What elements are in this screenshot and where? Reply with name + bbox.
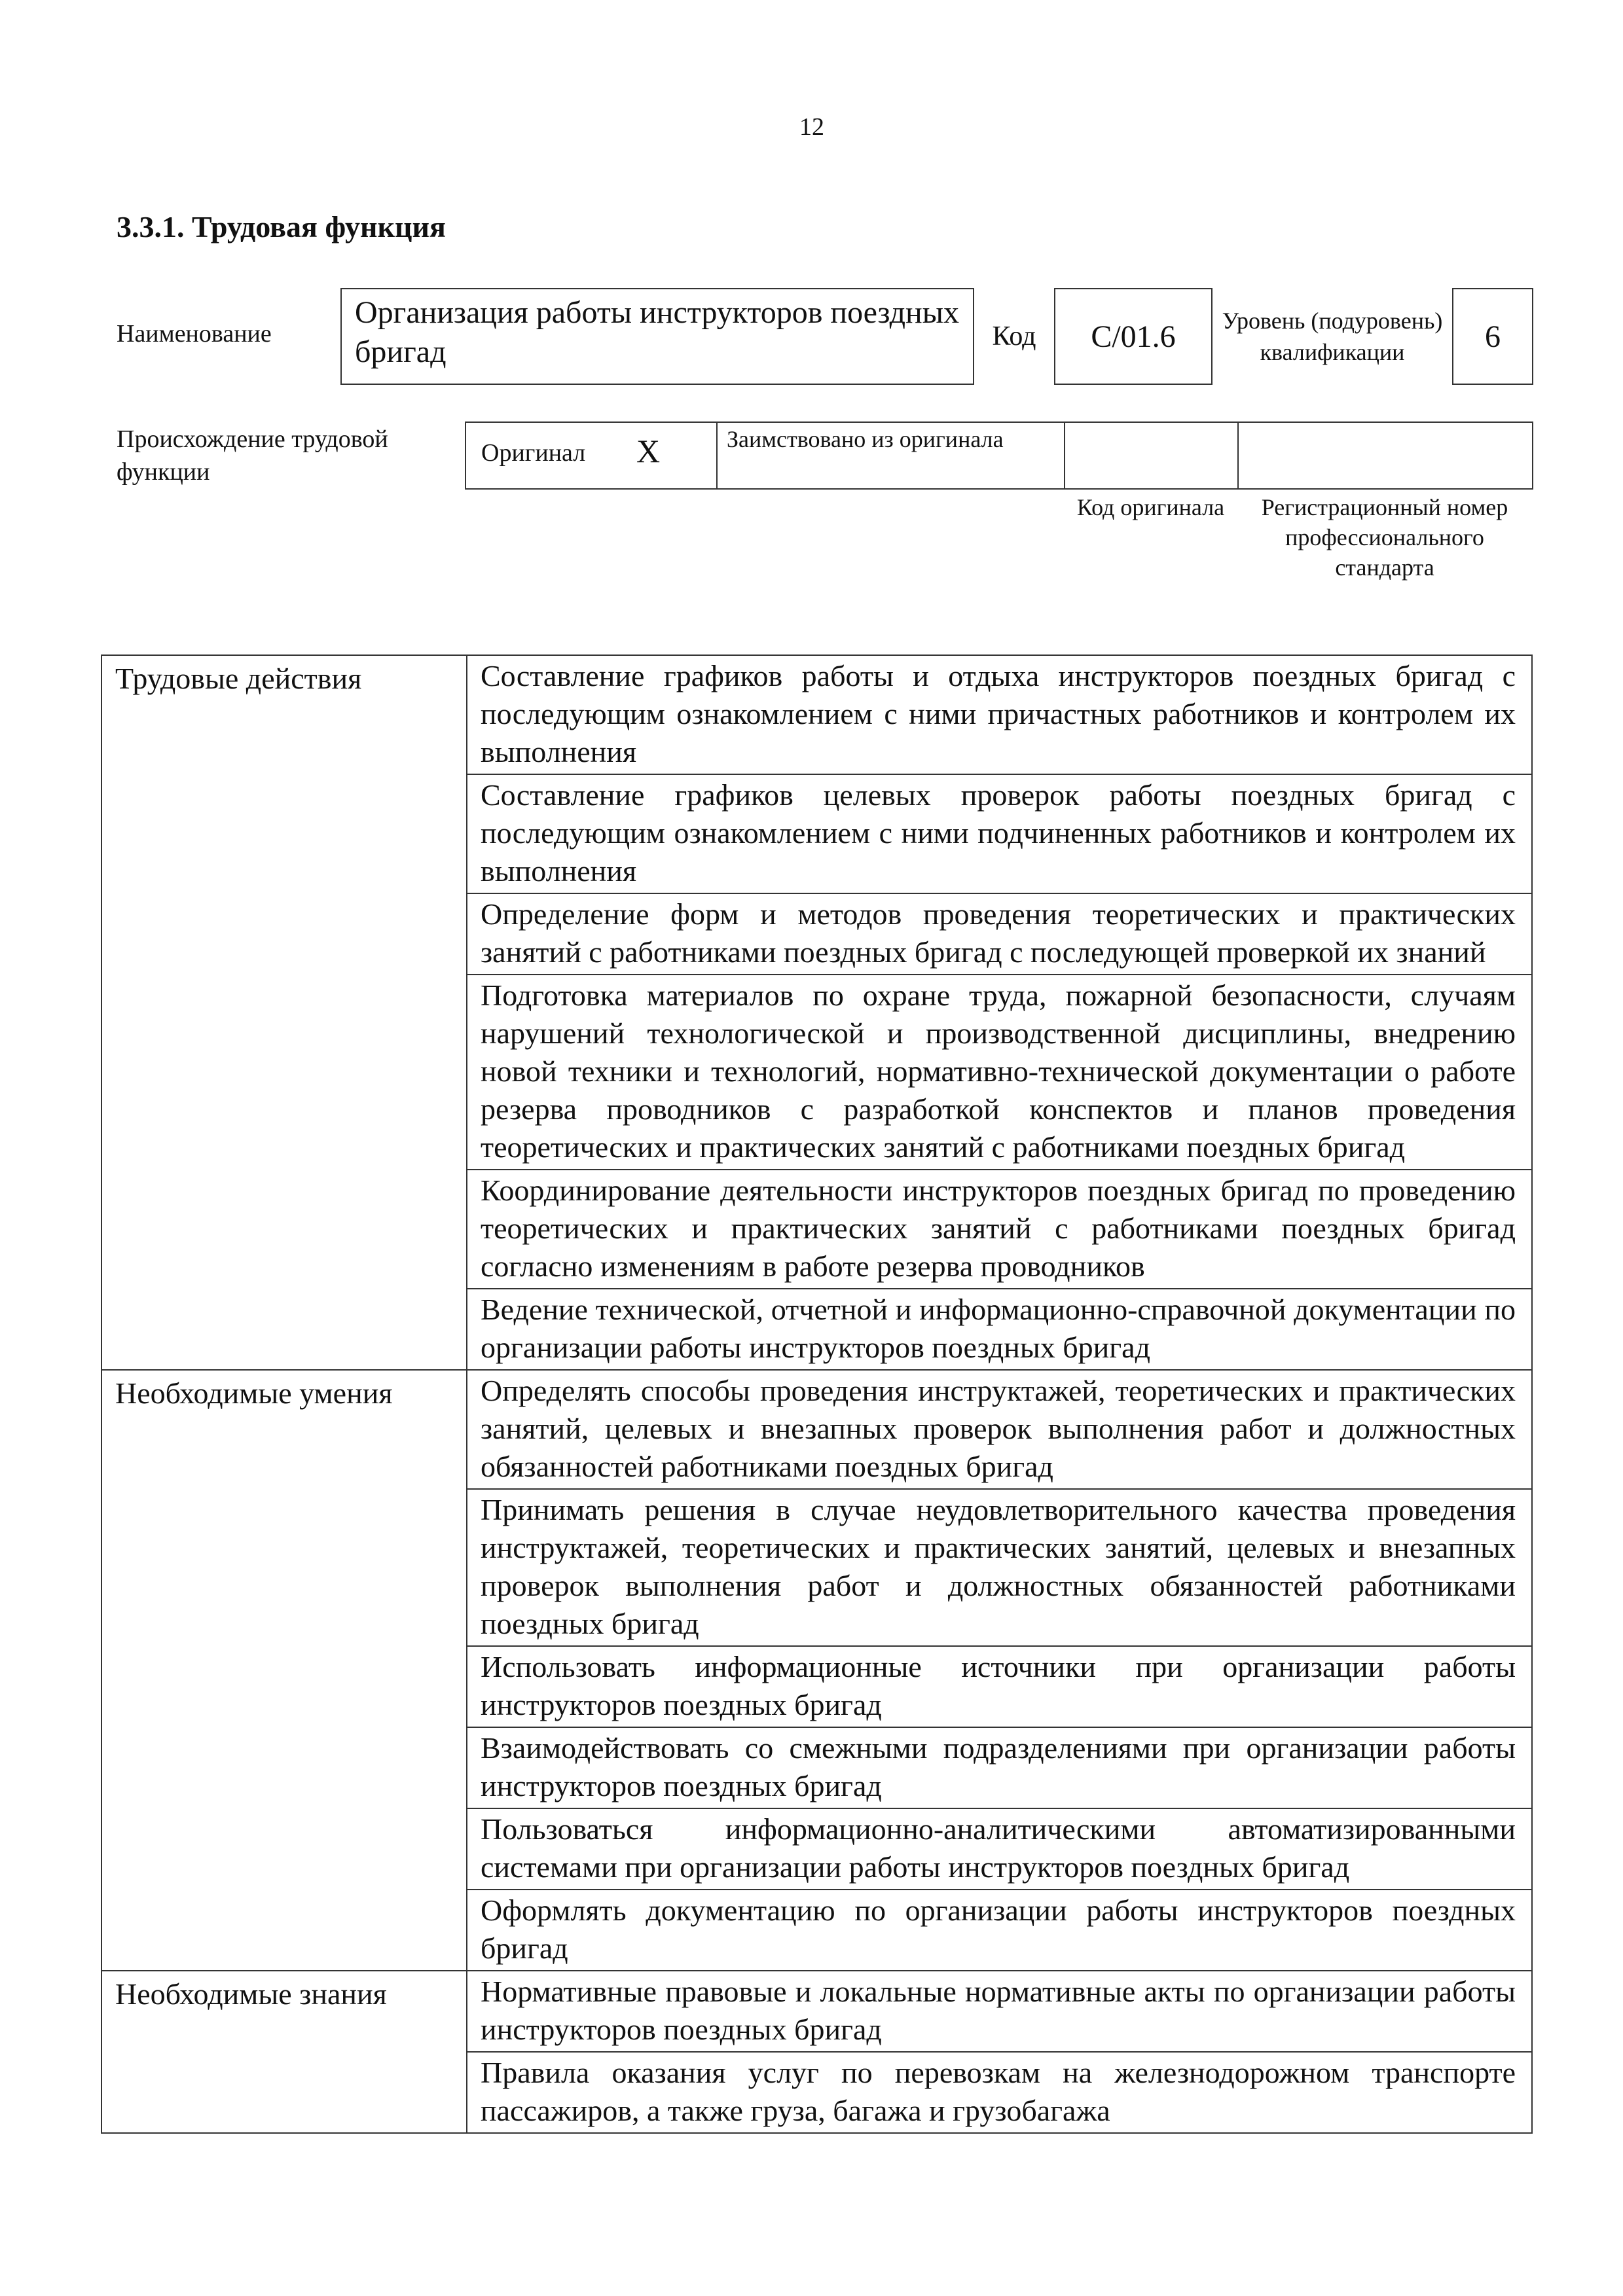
- labor-actions-item: Составление графиков работы и отдыха инструкторов поездных бригад с последующим ознакомлением с ними причастных работников и контролем их выполнения: [467, 655, 1532, 774]
- labor-actions-item: Определение форм и методов проведения теоретических и практических занятий с работниками поездных бригад с последующей проверкой их знаний: [467, 893, 1532, 975]
- labor-actions-item: Составление графиков целевых проверок работы поездных бригад с последующим ознакомлением с ними подчиненных работников и контролем их выполнения: [467, 774, 1532, 893]
- borrowed-label: Заимствовано из оригинала: [727, 426, 1004, 452]
- function-details-table: [101, 655, 1533, 2134]
- name-label: Наименование: [117, 320, 272, 348]
- origin-label: Происхождение трудовой функции: [117, 425, 388, 486]
- original-label: Оригинал: [481, 439, 586, 467]
- required-knowledge-label: Необходимые знания: [101, 1971, 467, 2133]
- origin-divider-3: [1237, 422, 1239, 490]
- reg-number-caption: Регистрационный номер профессионального стандарта: [1261, 494, 1508, 581]
- required-skills-item: Пользоваться информационно-аналитическими автоматизированными системами при организации работы инструкторов поездных бригад: [467, 1808, 1532, 1890]
- level-label: Уровень (подуровень) квалификации: [1222, 308, 1443, 365]
- code-original-caption: Код оригинала: [1076, 494, 1225, 520]
- required-knowledge-item: Правила оказания услуг по перевозкам на железнодорожном транспорте пассажиров, а также груза, багажа и грузобагажа: [467, 2052, 1532, 2133]
- required-knowledge-row: [101, 1971, 1532, 2052]
- required-skills-item: Использовать информационные источники при организации работы инструкторов поездных бригад: [467, 1646, 1532, 1727]
- required-skills-label: Необходимые умения: [101, 1370, 467, 1971]
- required-knowledge-item: Нормативные правовые и локальные нормативные акты по организации работы инструкторов поездных бригад: [467, 1971, 1532, 2052]
- required-skills-item: Принимать решения в случае неудовлетворительного качества проведения инструктажей, теоретических и практических занятий, целевых и внезапных проверок выполнения работ и должностных обязанностей работниками поездных бригад: [467, 1489, 1532, 1646]
- section-heading: 3.3.1. Трудовая функция: [117, 210, 446, 243]
- page-number: 12: [799, 113, 824, 141]
- name-value-box: [340, 288, 974, 385]
- level-value: 6: [1452, 288, 1533, 385]
- function-name: Организация работы инструкторов поездных бригад: [355, 295, 959, 369]
- labor-actions-row: [101, 655, 1532, 774]
- required-skills-item: Определять способы проведения инструктажей, теоретических и практических занятий, целевых и внезапных проверок выполнения работ и должностных обязанностей работниками поездных бригад: [467, 1370, 1532, 1489]
- labor-actions-item: Координирование деятельности инструкторов поездных бригад по проведению теоретических и практических занятий с работниками поездных бригад согласно изменениям в работе резерва проводников: [467, 1170, 1532, 1289]
- code-value: С/01.6: [1054, 288, 1213, 385]
- required-skills-item: Взаимодействовать со смежными подразделениями при организации работы инструкторов поездных бригад: [467, 1727, 1532, 1808]
- origin-divider-2: [1064, 422, 1065, 490]
- labor-actions-item: Подготовка материалов по охране труда, пожарной безопасности, случаям нарушений технологической и производственной дисциплины, внедрению новой техники и технологий, нормативно-технической документации о работе резерва проводников с разработкой конспектов и планов проведения теоретических и практических занятий с работниками поездных бригад: [467, 975, 1532, 1170]
- labor-actions-item: Ведение технической, отчетной и информационно-справочной документации по организации работы инструкторов поездных бригад: [467, 1289, 1532, 1370]
- required-skills-row: [101, 1370, 1532, 1489]
- original-mark: X: [636, 433, 661, 469]
- code-label: Код: [992, 321, 1036, 351]
- required-skills-item: Оформлять документацию по организации работы инструкторов поездных бригад: [467, 1890, 1532, 1971]
- origin-divider-1: [716, 422, 718, 490]
- labor-actions-label: Трудовые действия: [101, 655, 467, 1370]
